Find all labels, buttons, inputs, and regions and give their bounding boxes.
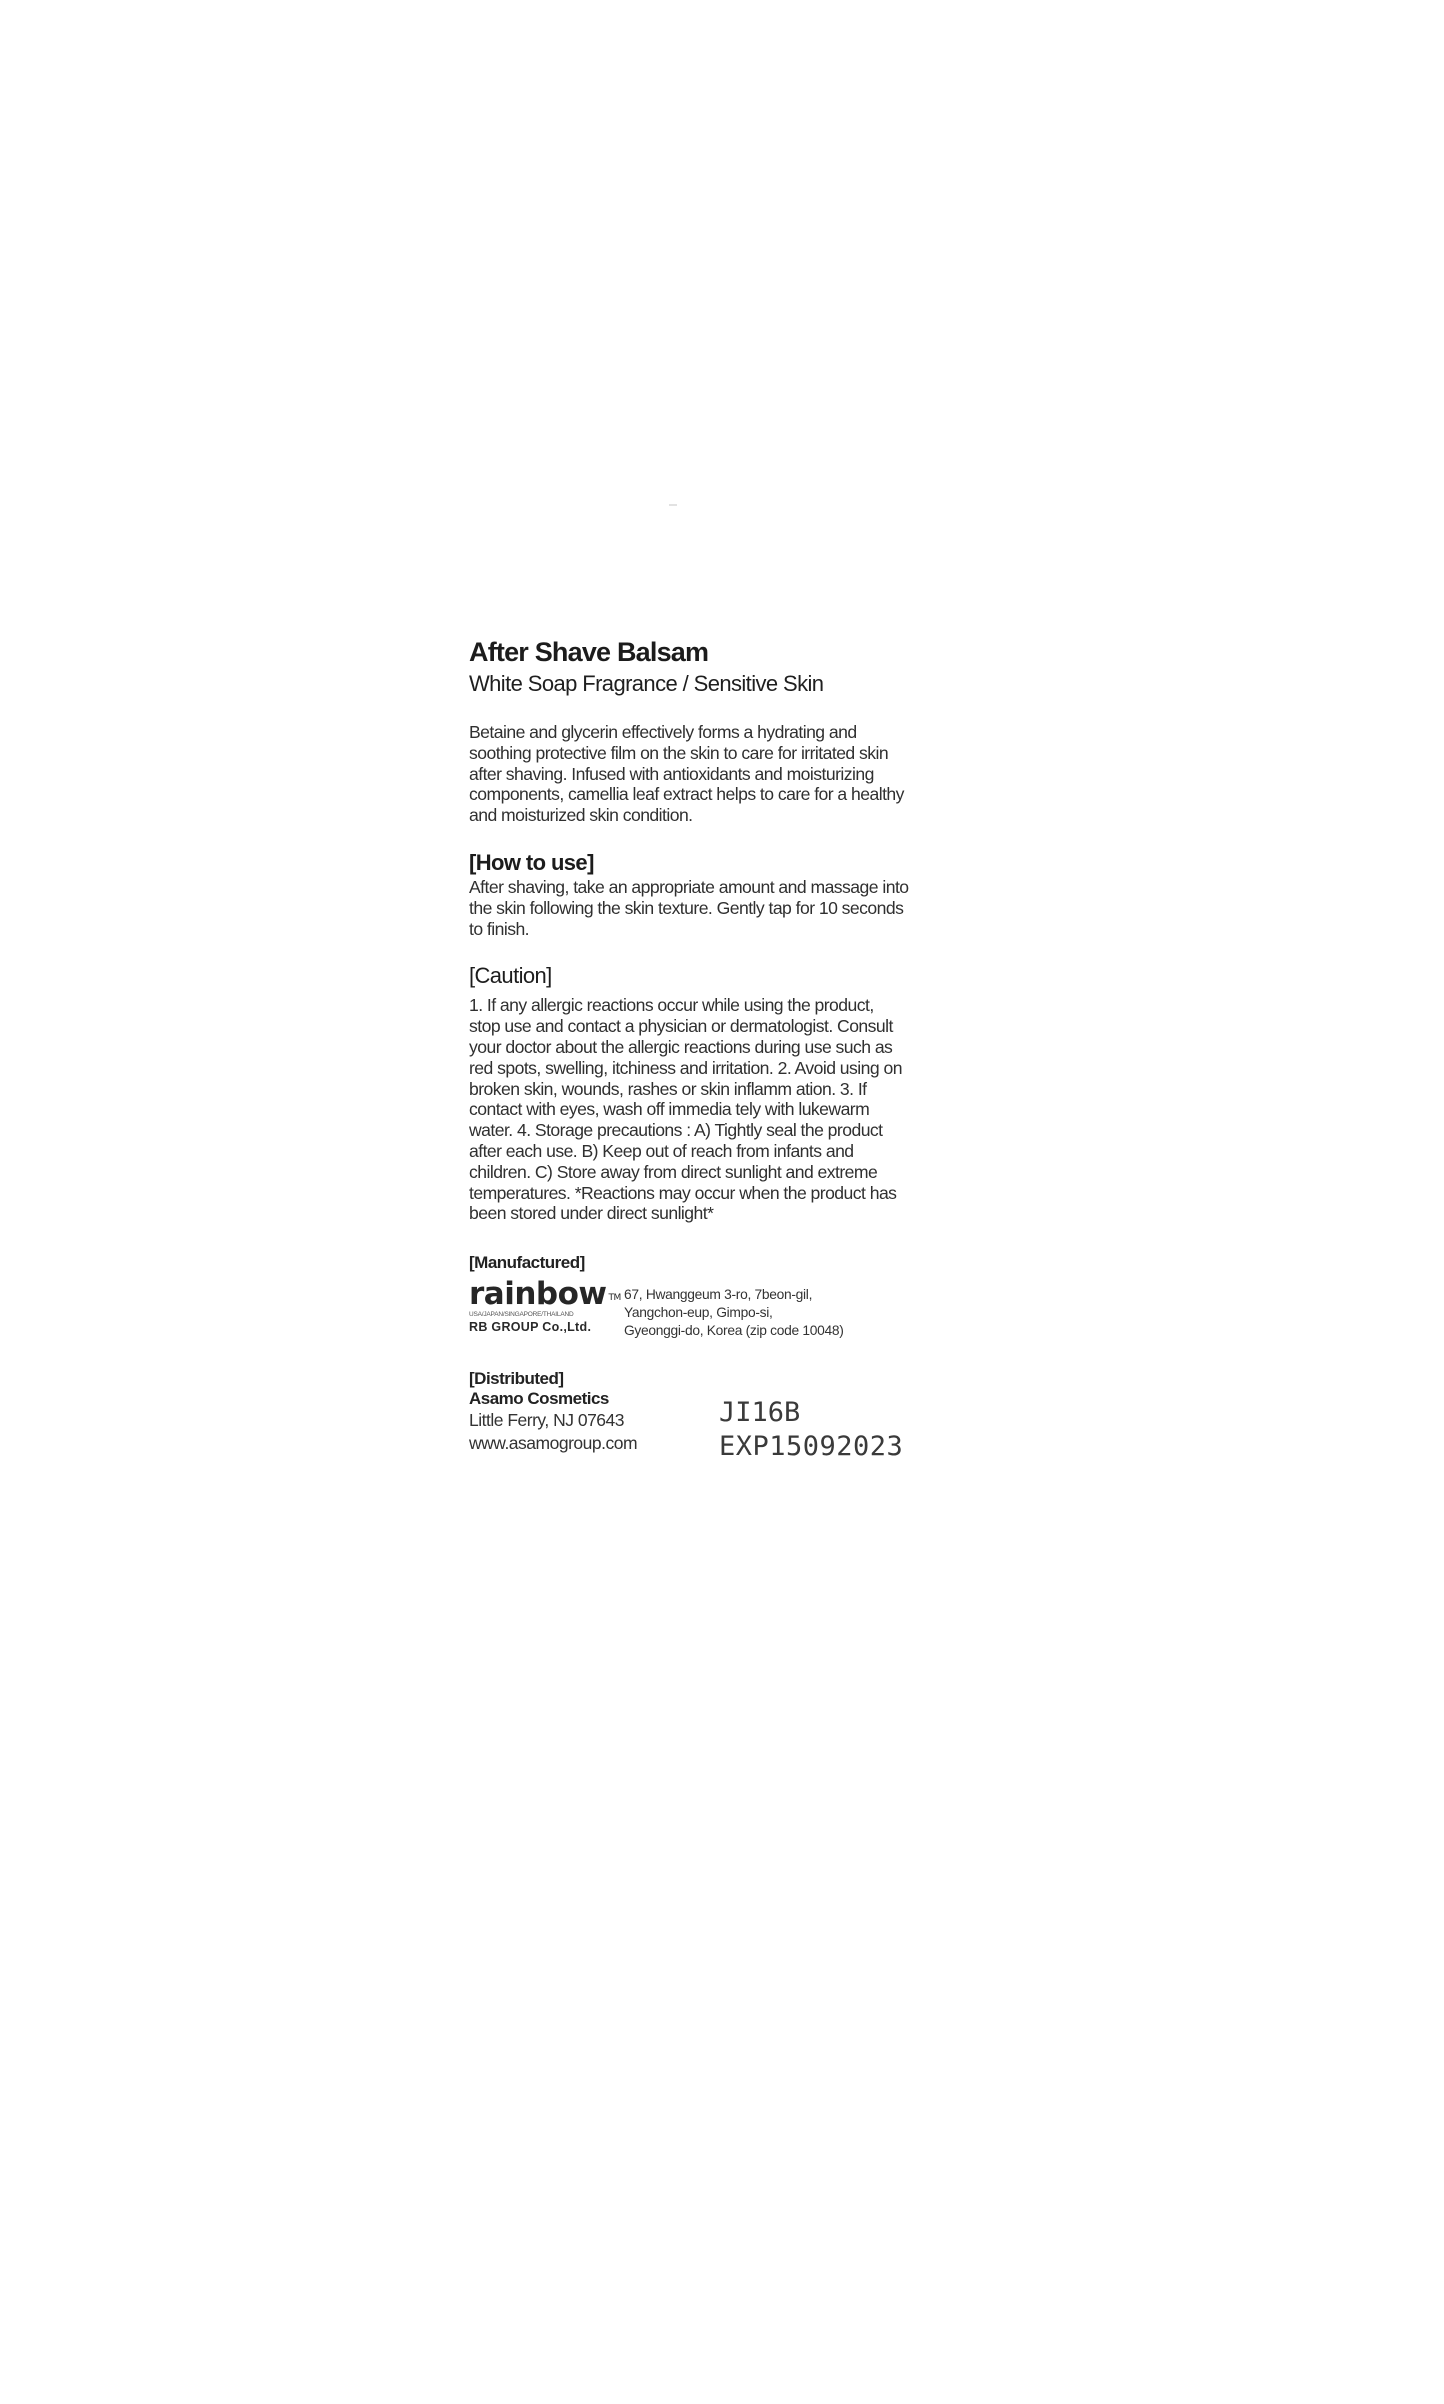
- rainbow-logo: [469, 1276, 624, 1335]
- distributor-website: www.asamogroup.com: [469, 1433, 638, 1454]
- manufacturer-company: RB GROUP Co.,Ltd.: [469, 1320, 592, 1335]
- manufacturer-address: [624, 1280, 844, 1340]
- expiry-code: EXP15092023: [719, 1431, 904, 1463]
- address-line: Yangchon-eup, Gimpo-si,: [624, 1305, 773, 1321]
- trademark-symbol: TM: [608, 1293, 621, 1304]
- address-line: 67, Hwanggeum 3-ro, 7beon-gil,: [624, 1287, 813, 1303]
- lot-code: JI16B: [719, 1397, 801, 1429]
- distributed-heading: [Distributed]: [469, 1369, 564, 1389]
- distributor-block: [469, 1389, 909, 1463]
- product-description: Betaine and glycerin effectively forms a hydrating and soothing protective film on the skin to care for irritated skin after shaving. Infused with antioxidants and moisturizing components, camellia leaf extract helps to care for a healthy and moisturized skin condition.: [469, 722, 904, 826]
- caution-heading: [Caution]: [469, 963, 552, 989]
- product-subtitle: White Soap Fragrance / Sensitive Skin: [469, 671, 824, 696]
- how-to-use-text: After shaving, take an appropriate amount and massage into the skin following the skin texture. Gently tap for 10 seconds to finish.: [469, 876, 909, 939]
- product-title: After Shave Balsam: [469, 637, 709, 667]
- logo-wordmark: rainbow: [469, 1276, 607, 1313]
- manufacturer-block: [469, 1276, 909, 1340]
- address-line: Gyeonggi-do, Korea (zip code 10048): [624, 1323, 844, 1339]
- caution-text: 1. If any allergic reactions occur while using the product, stop use and contact a physician or dermatologist. Consult your doctor about the allergic reactions during use such as red spots, swelling, itchiness and irritation. 2. Avoid using on broken skin, wounds, rashes or skin inflamm ation. 3. If contact with eyes, wash off immedia tely with lukewarm water. 4. Storage precautions : A) Tightly seal the product after each use. B) Keep out of reach from infants and children. C) Store away from direct sunlight and extreme temperatures. *Reactions may occur when the product has been stored under direct sunlight*: [469, 995, 902, 1224]
- distributor-city: Little Ferry, NJ 07643: [469, 1410, 624, 1431]
- how-to-use-heading: [How to use]: [469, 849, 594, 875]
- logo-countries: USA/JAPAN/SINGAPORE/THAILAND: [469, 1311, 574, 1319]
- distributor-name: Asamo Cosmetics: [469, 1389, 609, 1409]
- stray-print-mark: [669, 504, 677, 506]
- batch-codes: [719, 1389, 903, 1463]
- manufactured-heading: [Manufactured]: [469, 1253, 585, 1273]
- product-label: [469, 636, 909, 1463]
